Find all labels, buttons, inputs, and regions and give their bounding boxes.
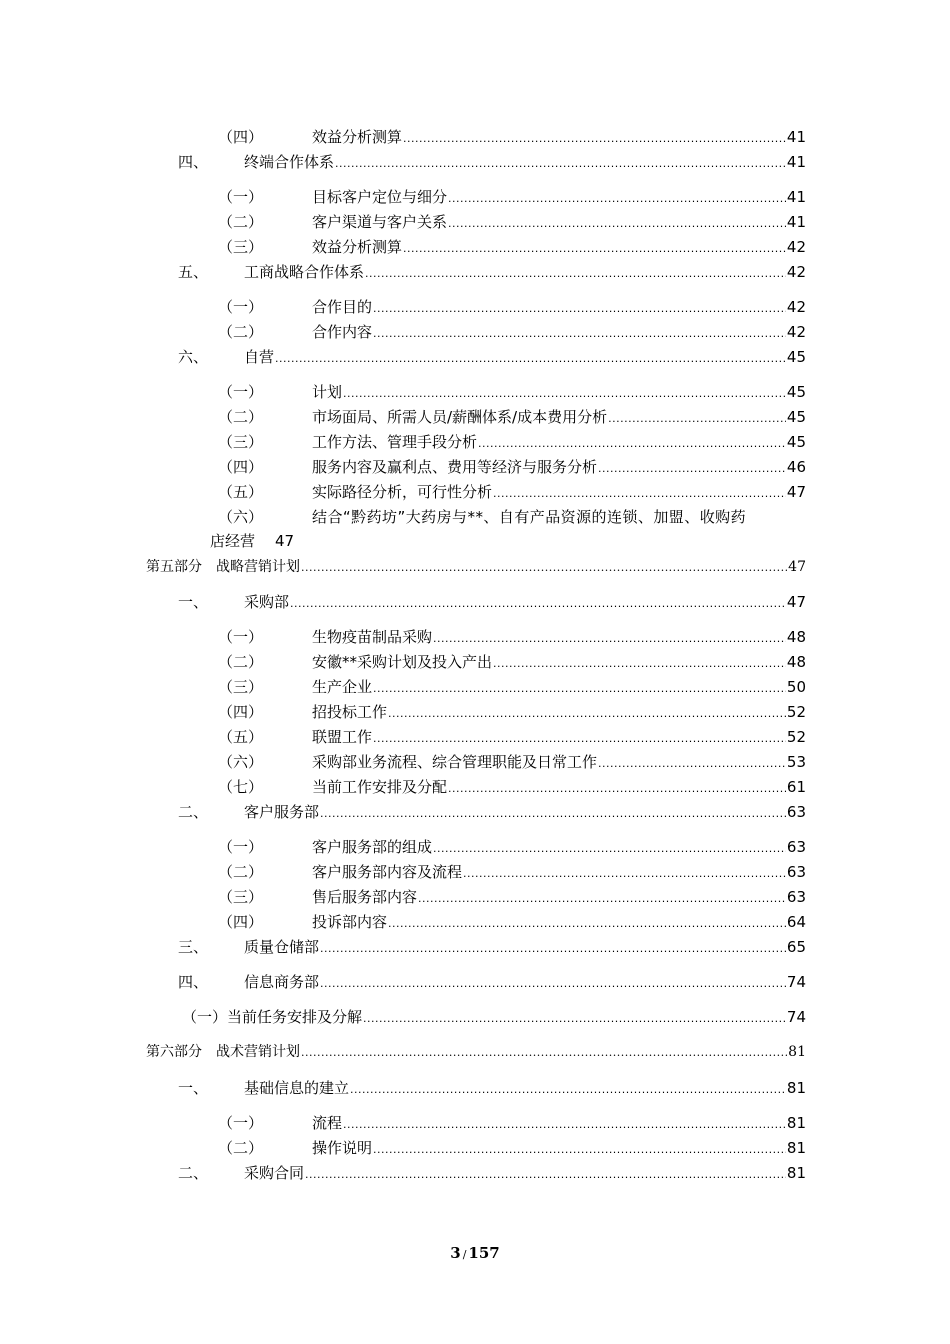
toc-entry-title: 售后服务部内容 [312,888,418,906]
dot-leader [363,1012,786,1025]
toc-entry-number: （一） [218,188,264,206]
toc-entry-page: 42 [786,238,806,256]
dot-leader [388,707,786,720]
toc-entry[interactable] [218,836,806,858]
toc-entry-page: 81 [786,1079,806,1097]
dot-leader [320,977,786,990]
dot-leader [598,757,786,770]
toc-entry-title: 流程 [312,1114,343,1132]
toc-entry-number: （四） [218,128,264,146]
toc-entry-page: 81 [788,1044,806,1060]
toc-entry-number: 六、 [178,348,209,366]
toc-entry-page: 63 [786,888,806,906]
toc-entry-title: 生产企业 [312,678,373,696]
toc-entry-number: （三） [218,678,264,696]
toc-part-heading[interactable] [146,556,806,578]
dot-leader [320,807,786,820]
toc-entry[interactable] [218,776,806,798]
page-number-footer [0,1244,950,1262]
toc-entry-page: 63 [786,803,806,821]
toc-entry-page: 50 [786,678,806,696]
toc-entry-page: 45 [786,348,806,366]
toc-entry-number: （三） [218,238,264,256]
toc-entry[interactable] [178,261,806,283]
dot-leader [403,132,786,145]
toc-entry-title: 质量仓储部 [244,938,320,956]
dot-leader [448,217,786,230]
page-separator: / [462,1248,467,1261]
toc-entry[interactable] [218,626,806,648]
toc-entry[interactable] [178,801,806,823]
toc-entry-title: 战略营销计划 [216,559,300,575]
toc-entry-number: （二） [218,653,264,671]
toc-entry-title: 实际路径分析，可行性分析 [312,483,493,501]
toc-entry-page: 63 [786,838,806,856]
dot-leader [608,412,786,425]
toc-entry[interactable] [218,321,806,343]
toc-entry-number: （四） [218,913,264,931]
toc-entry[interactable] [218,186,806,208]
current-page-number: 3 [450,1244,461,1262]
toc-entry-number: 四、 [178,973,209,991]
toc-entry-page: 46 [786,458,806,476]
toc-entry[interactable] [218,676,806,698]
dot-leader [418,892,786,905]
toc-entry-title: 服务内容及赢利点、费用等经济与服务分析 [312,458,598,476]
toc-entry[interactable] [218,296,806,318]
toc-entry-title: 采购部 [244,593,290,611]
toc-entry[interactable] [218,481,806,503]
toc-entry-number: 一、 [178,593,209,611]
toc-entry[interactable] [218,1137,806,1159]
dot-leader [301,561,787,574]
toc-entry-page: 42 [786,298,806,316]
toc-entry[interactable] [178,1077,806,1099]
toc-entry-title: 结合“黔药坊”大药房与**、自有产品资源的连锁、加盟、收购药 [312,508,747,526]
toc-entry-wrapped[interactable] [210,505,806,553]
toc-entry-title: 联盟工作 [312,728,373,746]
dot-leader [320,942,786,955]
toc-entry-page: 41 [786,188,806,206]
toc-entry-number: （二） [218,408,264,426]
toc-entry-page: 74 [786,973,806,991]
toc-entry-page: 61 [786,778,806,796]
toc-entry[interactable] [218,1112,806,1134]
toc-entry-title: 战术营销计划 [216,1044,300,1060]
dot-leader [343,1118,786,1131]
toc-entry-number: （七） [218,778,264,796]
toc-entry[interactable] [218,456,806,478]
toc-entry-page: 63 [786,863,806,881]
dot-leader [290,597,786,610]
toc-entry[interactable] [218,911,806,933]
toc-entry-number: （一） [218,298,264,316]
toc-entry-number: 二、 [178,803,209,821]
dot-leader [403,242,786,255]
toc-entry[interactable] [218,381,806,403]
toc-entry[interactable] [178,591,806,613]
dot-leader [373,732,786,745]
toc-entry-page: 52 [786,703,806,721]
toc-entry-page: 41 [786,153,806,171]
toc-entry-number: （二） [218,1139,264,1157]
toc-entry-number: （六） [218,508,264,526]
toc-entry[interactable] [218,211,806,233]
toc-entry[interactable] [178,1162,806,1184]
toc-entry[interactable] [178,971,806,993]
dot-leader [493,657,786,670]
toc-entry-number: （五） [218,483,264,501]
toc-entry-number: 三、 [178,938,209,956]
toc-entry-title: 目标客户定位与细分 [312,188,448,206]
toc-entry-page: 81 [786,1164,806,1182]
toc-entry[interactable] [218,886,806,908]
toc-entry-number: （一） [218,383,264,401]
toc-entry-page: 81 [786,1139,806,1157]
toc-entry-page: 47 [786,593,806,611]
toc-entry-title: 客户服务部的组成 [312,838,433,856]
toc-entry-title: 信息商务部 [244,973,320,991]
toc-entry-title: 效益分析测算 [312,238,403,256]
toc-entry-page: 45 [786,433,806,451]
toc-entry-title: 生物疫苗制品采购 [312,628,433,646]
toc-entry-title: 采购部业务流程、综合管理职能及日常工作 [312,753,598,771]
dot-leader [388,917,786,930]
toc-entry[interactable] [178,346,806,368]
dot-leader [448,782,786,795]
dot-leader [493,487,786,500]
dot-leader [275,352,786,365]
dot-leader [433,632,786,645]
dot-leader [373,302,786,315]
toc-entry[interactable] [218,126,806,148]
toc-entry-title: 基础信息的建立 [244,1079,350,1097]
toc-entry-title: 客户服务部内容及流程 [312,863,463,881]
toc-entry-page: 74 [786,1008,806,1026]
toc-entry-number: （四） [218,703,264,721]
dot-leader [305,1168,786,1181]
dot-leader [448,192,786,205]
dot-leader [478,437,786,450]
toc-entry-number: （一） [218,628,264,646]
toc-entry-number: （二） [218,863,264,881]
dot-leader [335,157,786,170]
toc-entry-title: （一）当前任务安排及分解 [182,1008,363,1026]
toc-entry-title: 客户服务部 [244,803,320,821]
toc-entry-page: 42 [786,263,806,281]
toc-entry-title: 合作内容 [312,323,373,341]
dot-leader [350,1083,786,1096]
toc-entry-title: 市场面局、所需人员/薪酬体系/成本费用分析 [312,408,608,426]
toc-entry[interactable] [218,726,806,748]
toc-entry-page: 45 [786,408,806,426]
toc-entry-title: 计划 [312,383,343,401]
toc-entry-page: 53 [786,753,806,771]
toc-entry-number: （六） [218,753,264,771]
toc-entry[interactable] [182,1006,806,1028]
dot-leader [343,387,786,400]
toc-entry-page: 48 [786,628,806,646]
toc-entry[interactable] [218,236,806,258]
dot-leader [365,267,786,280]
toc-entry-title: 工作方法、管理手段分析 [312,433,478,451]
toc-part-number: 第六部分 [146,1044,202,1060]
toc-entry-number: （二） [218,323,264,341]
toc-part-heading[interactable] [146,1041,806,1063]
toc-entry-number: 五、 [178,263,209,281]
toc-entry-title: 招投标工作 [312,703,388,721]
dot-leader [433,842,786,855]
toc-entry-page: 41 [786,213,806,231]
dot-leader [598,462,786,475]
toc-entry-title: 终端合作体系 [244,153,335,171]
toc-entry-number: （三） [218,888,264,906]
dot-leader [463,867,786,880]
toc-entry-page: 52 [786,728,806,746]
toc-entry-number: （一） [218,838,264,856]
toc-entry-page: 42 [786,323,806,341]
dot-leader [301,1046,787,1059]
toc-entry[interactable] [178,936,806,958]
toc-entry[interactable] [218,701,806,723]
toc-entry-number: 一、 [178,1079,209,1097]
toc-entry-page: 65 [786,938,806,956]
toc-entry-title: 自营 [244,348,275,366]
toc-entry-page: 48 [786,653,806,671]
toc-entry-page: 47 [788,559,806,575]
toc-entry-page: 64 [786,913,806,931]
dot-leader [373,1143,786,1156]
total-page-count: 157 [468,1244,500,1262]
toc-entry-title: 采购合同 [244,1164,305,1182]
toc-entry-title: 操作说明 [312,1139,373,1157]
toc-entry-title: 效益分析测算 [312,128,403,146]
toc-entry[interactable] [218,751,806,773]
toc-entry-title: 合作目的 [312,298,373,316]
toc-part-number: 第五部分 [146,559,202,575]
toc-entry-number: （二） [218,213,264,231]
toc-entry[interactable] [218,651,806,673]
toc-entry-number: （四） [218,458,264,476]
toc-entry-number: （三） [218,433,264,451]
toc-entry-number: 二、 [178,1164,209,1182]
toc-entry-title: 投诉部内容 [312,913,388,931]
dot-leader [373,327,786,340]
toc-entry-title: 当前工作安排及分配 [312,778,448,796]
toc-entry-number: （五） [218,728,264,746]
toc-entry[interactable] [218,431,806,453]
toc-entry-number: 四、 [178,153,209,171]
toc-entry-page: 47 [275,532,295,550]
toc-entry-page: 81 [786,1114,806,1132]
toc-entry[interactable] [218,861,806,883]
toc-entry-number: （一） [218,1114,264,1132]
toc-entry-page: 45 [786,383,806,401]
toc-entry-title: 安徽**采购计划及投入产出 [312,653,493,671]
toc-entry-page: 41 [786,128,806,146]
toc-entry-page: 47 [786,483,806,501]
dot-leader [373,682,786,695]
toc-entry-title: 客户渠道与客户关系 [312,213,448,231]
toc-entry[interactable] [218,406,806,428]
toc-entry-title-continued: 店经营 [210,532,256,550]
toc-entry[interactable] [178,151,806,173]
toc-entry-title: 工商战略合作体系 [244,263,365,281]
